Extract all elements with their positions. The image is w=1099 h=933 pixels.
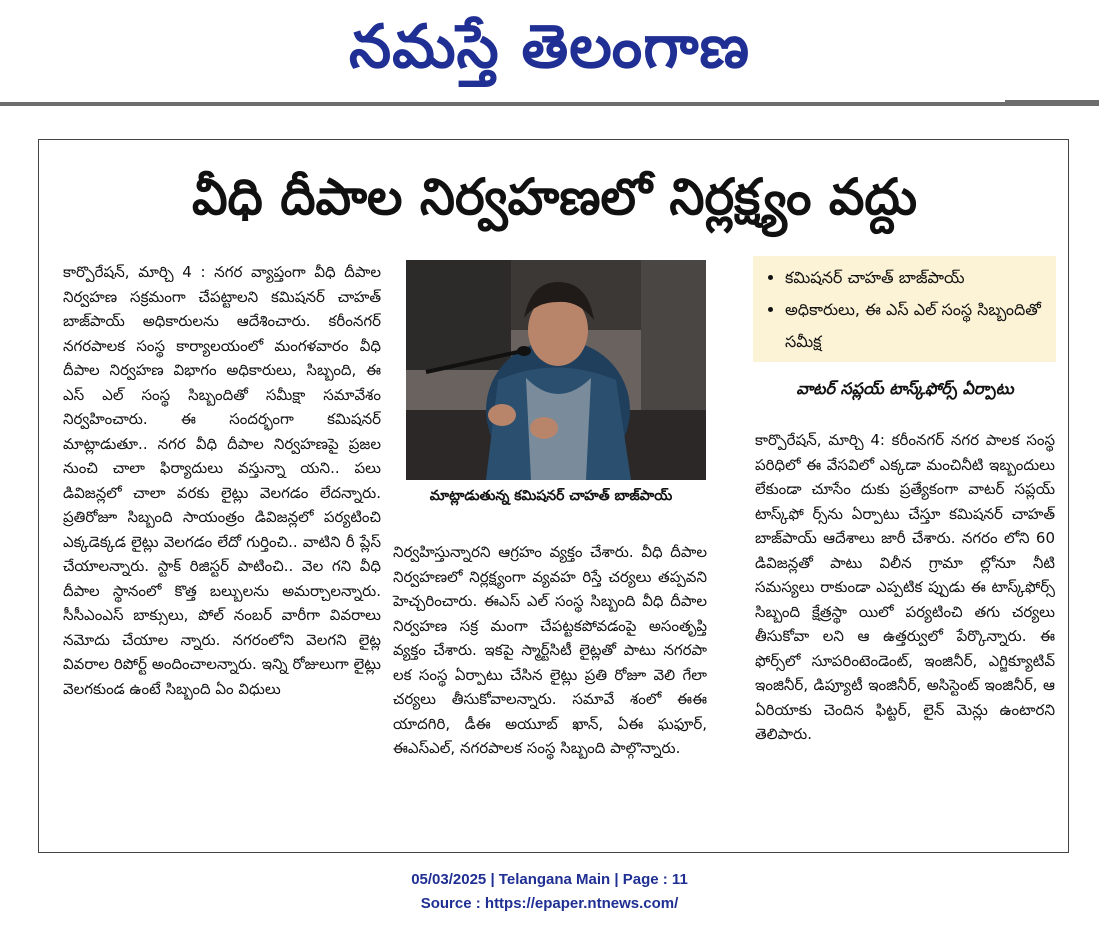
column-2-text: నిర్వహిస్తున్నారని ఆగ్రహం వ్యక్తం చేశారు. వీధి దీపాల నిర్వహణలో నిర్లక్ష్యంగా వ్యవహ రిస్తే చర్యలు తప్పవని హెచ్చరించారు. ఈఎస్ ఎల్ సంస్థ సిబ్బంది వీధి దీపాల నిర్వహణ సక్ర మంగా చేపట్టకపోవడంపై అసంతృప్తి వ్యక్తం చేశారు. ఇకపై స్మార్ట్‌సిటీ లైట్లతో పాటు నగరపా లక సంస్థ ఏర్పాటు చేసిన లైట్లు ప్రతి రోజూ వెలి గేలా చర్యలు తీసుకోవాలన్నారు. సమావే శంలో ఈఈ యాదగిరి, డీఈ అయూబ్ ఖాన్, ఏఈ ఘఫూర్, ఈఎస్ఎల్, నగరపాలక సంస్థ సిబ్బంది పాల్గొన్నారు. — [393, 543, 707, 757]
newspaper-logo: నమస్తే తెలంగాణ — [348, 12, 751, 82]
commissioner-photo — [406, 260, 706, 480]
highlight-item: • కమిషనర్ చాహత్ బాజ్‌పాయ్ — [785, 262, 1050, 294]
edition-info: 05/03/2025 | Telangana Main | Page : 11 — [411, 871, 688, 888]
highlight-item: • అధికారులు, ఈ ఎస్ ఎల్ సంస్థ సిబ్బందితో సమీక్ష — [785, 294, 1050, 358]
article-clipping — [38, 139, 1069, 853]
masthead-rule — [0, 102, 1099, 106]
article-column-3 — [755, 428, 1055, 747]
masthead-rule-accent — [1005, 100, 1099, 106]
article-headline: వీధి దీపాల నిర్వహణలో నిర్లక్ష్యం వద్దు — [191, 168, 918, 226]
article-column-2 — [393, 540, 707, 761]
column-3-text: కార్పొరేషన్, మార్చి 4: కరీంనగర్ నగర పాలక సంస్థ పరిధిలో ఈ వేసవిలో ఎక్కడా మంచినీటి ఇబ్బందులు లేకుండా చూసేం దుకు ప్రత్యేకంగా వాటర్ సప్లయ్ టాస్క్‌ఫో ర్స్‌ను ఏర్పాటు చేస్తూ కమిషనర్ చాహత్ బాజ్‌పాయ్ ఆదేశాలు జారీ చేశారు. నగరం లోని 60 డివిజన్లతో పాటు విలీన గ్రామా ల్లోనూ నీటి సమస్యలు రాకుండా ఎప్పటిక ప్పుడు ఈ టాస్క్‌ఫోర్స్ సిబ్బంది క్షేత్రస్థా యిలో పర్యటించి తగు చర్యలు తీసుకోవా లని ఆ ఉత్తర్వులో పేర్కొన్నారు. ఈ ఫోర్స్‌లో సూపరింటెండెంట్, ఇంజినీర్, ఎగ్జిక్యూటివ్ ఇంజినీర్, డిప్యూటీ ఇంజినీర్, అసిస్టెంట్ ఇంజినీర్, ఆ ఏరియాకు చెందిన ఫిట్టర్, లైన్ మెన్లు ఉంటారని తెలిపారు. — [755, 431, 1055, 743]
source-link: Source : https://epaper.ntnews.com/ — [420, 895, 679, 912]
photo-caption: మాట్లాడుతున్న కమిషనర్ చాహత్ బాజ్‌పాయ్ — [429, 488, 673, 504]
highlights-list — [757, 262, 1050, 358]
highlights-box — [753, 256, 1056, 362]
masthead — [0, 0, 1099, 100]
column-1-text: కార్పొరేషన్, మార్చి 4 : నగర వ్యాప్తంగా వీధి దీపాల నిర్వహణ సక్రమంగా చేపట్టాలని కమిషనర్ చాహత్ బాజ్‌పాయ్ అధికారులను ఆదేశించారు. కరీంనగర్ నగరపాలక సంస్థ కార్యాలయంలో మంగళవారం వీధి దీపాల నిర్వహణ విభాగం అధికారులు, సిబ్బంది, ఈ ఎస్ ఎల్ సంస్థ సిబ్బందితో సమీక్షా సమావేశం నిర్వహించారు. ఈ సందర్భంగా కమిషనర్ మాట్లాడుతూ.. నగర వీధి దీపాల నిర్వహణపై ప్రజల నుంచి చాలా ఫిర్యాదులు వస్తున్నా యని.. పలు డివిజన్లలో చాలా వరకు లైట్లు వెలగడం లేదన్నారు. ప్రతిరోజూ సిబ్బంది సాయంత్రం డివిజన్లలో పర్యటించి ఎక్కడెక్కడ లైట్లు వెలగడం లేదో గుర్తించి.. వాటిని రీ ప్లేస్ చేయాలన్నారు. స్టాక్ రిజిస్టర్ పాటించి.. వెల గని వీధి దీపాల స్థానంలో కొత్త బల్బులను అమర్చాలన్నారు. సీసీఎంఎస్ బాక్సులు, పోల్ నంబర్ వారీగా వివరాలు నమోదు చేయాల న్నారు. నగరంలోని వెలగని లైట్ల వివరాల రిపోర్ట్ అందించాలన్నారు. ఇన్ని రోజులుగా లైట్లు వెలగకుండ ఉంటే సిబ్బంది ఏం విధులు — [63, 263, 381, 698]
sub-headline: వాటర్ సప్లయ్ టాస్క్‌ఫోర్స్ ఏర్పాటు — [796, 379, 1014, 398]
photo-illustration — [406, 260, 706, 480]
article-column-1 — [63, 260, 381, 701]
